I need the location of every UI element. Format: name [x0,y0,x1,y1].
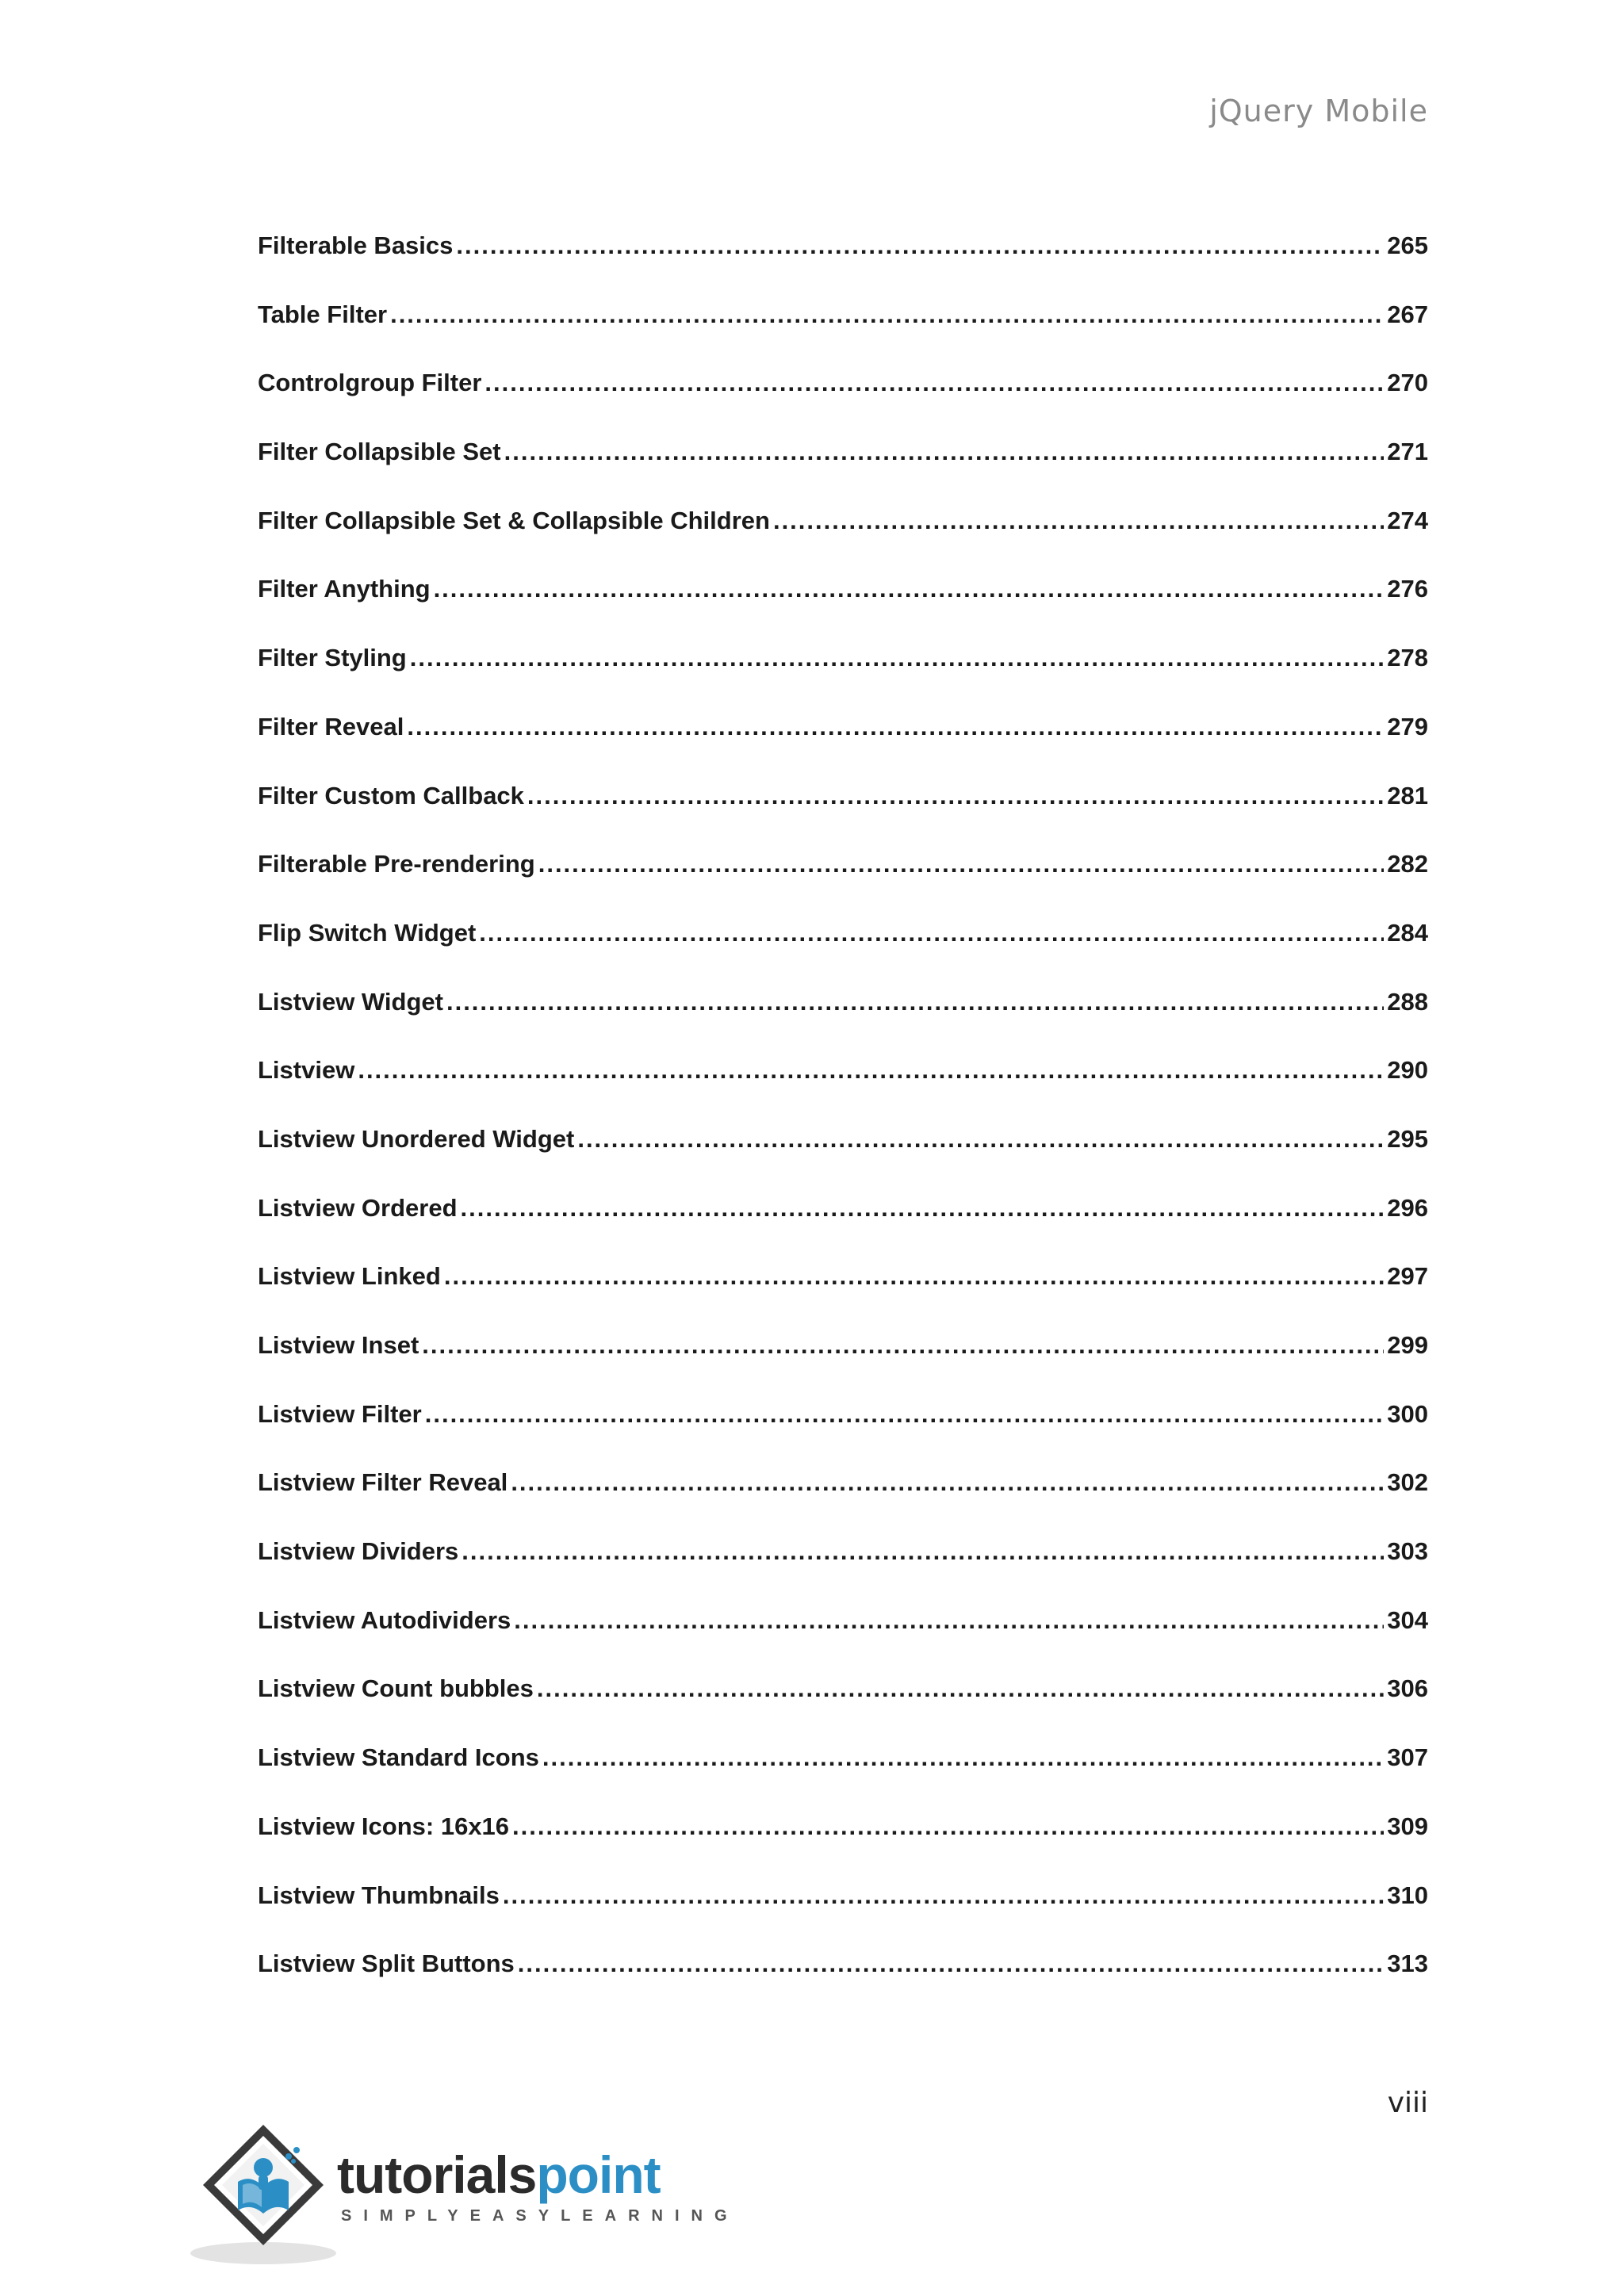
logo-wordmark: tutorialspoint [337,2145,661,2204]
toc-entry-title: Listview Thumbnails [258,1881,500,1909]
toc-entry-page: 295 [1387,1124,1428,1153]
toc-entry-title: Listview Inset [258,1331,419,1359]
toc-entry-page: 270 [1387,369,1428,397]
tutorialspoint-logo-icon [190,2109,341,2267]
toc-entry-title: Listview Ordered [258,1193,458,1222]
toc-dot-leader [462,1537,1384,1566]
toc-entry-page: 288 [1387,987,1428,1016]
logo-tagline: SIMPLYEASYLEARNING [341,2207,739,2225]
toc-dot-leader [456,232,1384,260]
page-number: viii [1387,2087,1428,2119]
toc-dot-leader [444,1262,1384,1291]
toc-entry[interactable] [258,1194,1428,1263]
toc-entry[interactable] [258,1674,1428,1743]
toc-entry-title: Filterable Pre-rendering [258,850,535,878]
toc-entry-title: Listview Widget [258,987,443,1016]
toc-dot-leader [527,782,1384,810]
toc-dot-leader [461,1194,1385,1223]
toc-entry-page: 281 [1387,781,1428,809]
toc-entry[interactable] [258,1812,1428,1881]
toc-dot-leader [504,438,1385,466]
toc-dot-leader [511,1468,1384,1497]
toc-entry-title: Listview Unordered Widget [258,1124,575,1153]
toc-entry-page: 290 [1387,1056,1428,1085]
toc-entry-title: Listview [258,1056,355,1085]
toc-dot-leader [512,1812,1384,1841]
toc-entry-title: Filter Reveal [258,712,404,740]
toc-dot-leader [422,1331,1384,1360]
toc-entry[interactable] [258,1400,1428,1469]
toc-entry[interactable] [258,438,1428,507]
toc-dot-leader [446,988,1384,1016]
toc-entry-title: Filter Collapsible Set [258,438,501,466]
toc-entry[interactable] [258,232,1428,300]
toc-entry-page: 267 [1387,300,1428,328]
toc-entry-page: 274 [1387,506,1428,534]
toc-entry-page: 313 [1387,1950,1428,1978]
toc-entry[interactable] [258,713,1428,782]
toc-entry[interactable] [258,1262,1428,1331]
toc-entry-page: 309 [1387,1812,1428,1840]
toc-entry-page: 300 [1387,1399,1428,1428]
toc-entry-page: 278 [1387,644,1428,672]
toc-entry[interactable] [258,1743,1428,1812]
tutorialspoint-logo [190,2109,739,2267]
toc-entry-page: 296 [1387,1193,1428,1222]
toc-entry-page: 282 [1387,850,1428,878]
toc-dot-leader [503,1881,1384,1910]
toc-entry-page: 276 [1387,575,1428,603]
toc-entry[interactable] [258,644,1428,713]
toc-entry[interactable] [258,988,1428,1057]
toc-entry-page: 279 [1387,712,1428,740]
toc-entry[interactable] [258,1125,1428,1194]
toc-dot-leader [390,300,1384,329]
toc-dot-leader [773,507,1384,535]
toc-entry[interactable] [258,1606,1428,1675]
toc-entry-title: Filter Collapsible Set & Collapsible Children [258,506,770,534]
toc-entry-page: 304 [1387,1605,1428,1634]
toc-dot-leader [410,644,1385,672]
toc-entry-title: Listview Autodividers [258,1605,511,1634]
toc-entry[interactable] [258,919,1428,988]
toc-entry[interactable] [258,507,1428,576]
toc-entry[interactable] [258,575,1428,644]
toc-entry[interactable] [258,300,1428,369]
toc-dot-leader [542,1743,1384,1772]
toc-entry[interactable] [258,1468,1428,1537]
toc-entry[interactable] [258,1056,1428,1125]
toc-entry-title: Filter Styling [258,644,407,672]
toc-entry[interactable] [258,1537,1428,1606]
toc-entry-page: 297 [1387,1262,1428,1291]
toc-entry-title: Filter Anything [258,575,431,603]
toc-entry-title: Listview Split Buttons [258,1950,515,1978]
toc-entry-title: Filterable Basics [258,232,454,259]
toc-entry[interactable] [258,1881,1428,1950]
toc-entry-title: Table Filter [258,300,388,328]
toc-entry-title: Listview Linked [258,1262,441,1291]
toc-entry-title: Controlgroup Filter [258,369,482,397]
toc-entry-page: 310 [1387,1881,1428,1909]
toc-entry[interactable] [258,850,1428,919]
toc-dot-leader [577,1125,1384,1154]
toc-dot-leader [518,1950,1384,1978]
toc-entry-page: 265 [1387,232,1428,259]
toc-dot-leader [479,919,1384,947]
toc-entry-title: Flip Switch Widget [258,918,477,947]
toc-dot-leader [425,1400,1385,1429]
toc-entry-title: Listview Standard Icons [258,1743,539,1772]
toc-dot-leader [485,369,1384,397]
toc-entry-page: 303 [1387,1537,1428,1566]
toc-dot-leader [537,1674,1384,1703]
toc-entry-page: 306 [1387,1674,1428,1703]
toc-entry[interactable] [258,1950,1428,2019]
toc-entry-title: Filter Custom Callback [258,781,524,809]
toc-entry[interactable] [258,782,1428,851]
toc-dot-leader [434,575,1385,603]
toc-dot-leader [407,713,1384,741]
toc-entry-title: Listview Count bubbles [258,1674,534,1703]
toc-entry-page: 284 [1387,918,1428,947]
toc-entry-page: 299 [1387,1331,1428,1359]
toc-dot-leader [358,1056,1384,1085]
toc-entry[interactable] [258,369,1428,438]
toc-entry-title: Listview Filter Reveal [258,1468,508,1497]
table-of-contents [258,232,1428,2019]
toc-entry-title: Listview Filter [258,1399,422,1428]
toc-entry-page: 307 [1387,1743,1428,1772]
toc-entry-page: 302 [1387,1468,1428,1497]
toc-entry-title: Listview Dividers [258,1537,459,1566]
toc-entry-page: 271 [1387,438,1428,466]
toc-dot-leader [538,850,1385,878]
toc-entry[interactable] [258,1331,1428,1400]
toc-entry-title: Listview Icons: 16x16 [258,1812,510,1840]
running-header: jQuery Mobile [1209,94,1428,128]
toc-dot-leader [514,1606,1384,1635]
